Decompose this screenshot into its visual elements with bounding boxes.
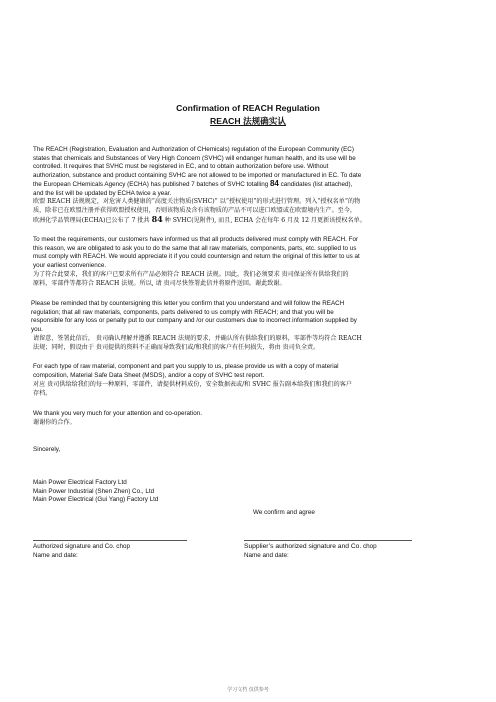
supplier-signature-label: Supplier’s authorized signature and Co. chop — [244, 543, 377, 550]
text-line: states that chemicals and Substances of Very High Concern (SVHC) will endanger human health, and its use will be — [33, 154, 356, 162]
text-line: composition, Material Safe Data Sheet (MSDS), and/or a copy of SVHC test report. — [33, 371, 265, 379]
text-line: 法规；同时，假设由于 贵司提供的资料不正确而导致我们或/和我们的客户有任何损失，将由 贵司负全责。 — [33, 343, 320, 351]
name-date-label: Name and date: — [33, 551, 78, 559]
svhc-count-cn: 84 — [151, 214, 163, 225]
text-line: authorization, substance and product containing SVHC are not allowed to be imported or manufactured in EC. To date — [33, 171, 362, 179]
company-name: Main Power Electrical Factory Ltd — [33, 479, 127, 486]
paragraph-reminder-en — [31, 300, 461, 334]
text-line: To meet the requirements, our customers have informed us that all products delivered must comply with REACH. For — [33, 236, 359, 243]
text-line: the European CHemicals Agency (ECHA) has published 7 batches of SVHC totalling 84 candidates (list attached), — [33, 179, 353, 189]
paragraph-reach-intro-cn — [33, 198, 463, 226]
title-english: Confirmation of REACH Regulation — [176, 103, 320, 113]
text-line: For each type of raw material, component and part you supply to us, please provide us with a copy of material — [33, 363, 339, 370]
confirm-agree-text: We confirm and agree — [253, 509, 315, 516]
text-line: Please be reminded that by countersigning this letter you confirm that you understand and will follow the REACH — [31, 300, 345, 307]
text-line: responsible for any loss or penalty put to our company and /or our customers due to incorrect information supplied by — [31, 317, 357, 325]
text-line: you. — [31, 325, 43, 333]
paragraph-requirement-en — [33, 236, 463, 270]
name-date-label: Name and date: — [244, 551, 289, 559]
company-name: Main Power Industrial (Shen Zhen) Co., Ltd — [33, 487, 155, 495]
text-line: your earliest convenience. — [33, 261, 107, 269]
thanks-english: We thank you very much for your attention and co-operation. — [33, 410, 202, 417]
text-line: 存档。 — [33, 389, 52, 397]
text-line: this reason, we are obligated to ask you to do the same that all raw materials, components, parts, etc. supplied to us — [33, 244, 357, 252]
paragraph-documents-cn — [33, 381, 463, 398]
text-line: 欧盟 REACH 法规规定，对危害人类健康的“高度关注物质(SVHC)” 以“授权使用”的形式进行管理。列入“授权名单”的物 — [33, 198, 361, 205]
paragraph-reminder-cn — [33, 335, 463, 352]
text-line: 请留意，签署此信后， 贵司确认理解并遵循 REACH 法规的要求，并确认所有供给我们的原料，零部件等均符合 REACH — [33, 335, 362, 342]
signature-label-left — [33, 543, 213, 560]
company-list — [33, 479, 463, 505]
signature-line-left — [33, 540, 187, 541]
text-line: The REACH (Registration, Evaluation and Authorization of CHemicals) regulation of the European Community (EC) — [33, 146, 354, 153]
title-chinese: REACH 法规确实认 — [210, 116, 286, 126]
text-line: 欧洲化学品管理局(ECHA)已公布了 7 批共 84 种 SVHC(见附件), 而且, ECHA 会在每年 6 月及 12 月更新该授权名单。 — [33, 214, 366, 225]
thanks-chinese: 谢谢你的合作。 — [33, 419, 76, 426]
company-name: Main Power Electrical (Gui Yang) Factory Ltd — [33, 496, 159, 504]
text-line: 为了符合此要求，我们的客户已要求所有产品必须符合 REACH 法规。因此，我们必须要求 贵司保证所有供给我们的 — [33, 271, 349, 278]
text-line: regulation; that all raw materials, components, parts delivered to us comply with REACH; and that you will be — [31, 308, 334, 316]
text-line: must comply with REACH. We would appreciate it if you could countersign and return the original of this letter to us at — [33, 253, 360, 261]
text-line: controlled. It requires that SVHC must be registered in EC, and to obtain authorization before use. Without — [33, 163, 329, 171]
text-line: 质，除非已在欧盟注册并获得欧盟授权使用，否则该物质及含有该物质的产品不可以进口欧盟或在欧盟境内生产。至今， — [33, 206, 356, 214]
paragraph-reach-intro-en — [33, 146, 463, 199]
paragraph-requirement-cn — [33, 271, 463, 288]
signature-line-right — [244, 540, 412, 541]
svhc-count: 84 — [269, 179, 279, 189]
footer-note: 学习文档 仅供参考 — [227, 687, 269, 693]
text-line: and the list will be updated by ECHA twice a year. — [33, 189, 172, 197]
text-line: 原料，零部件等都符合 REACH 法规。所以, 请 贵司尽快签署此信并将原件送回。谢此致谢。 — [33, 279, 286, 287]
text-line: 对应 贵司供给给我们的每一种原料，零部件，请提供材料成份，安全数据表或/和 SVHC 报告副本给我们和我们的客户 — [33, 381, 352, 388]
authorized-signature-label: Authorized signature and Co. chop — [33, 543, 130, 550]
closing: Sincerely, — [33, 446, 61, 453]
signature-label-right — [244, 543, 464, 560]
paragraph-documents-en — [33, 363, 463, 380]
